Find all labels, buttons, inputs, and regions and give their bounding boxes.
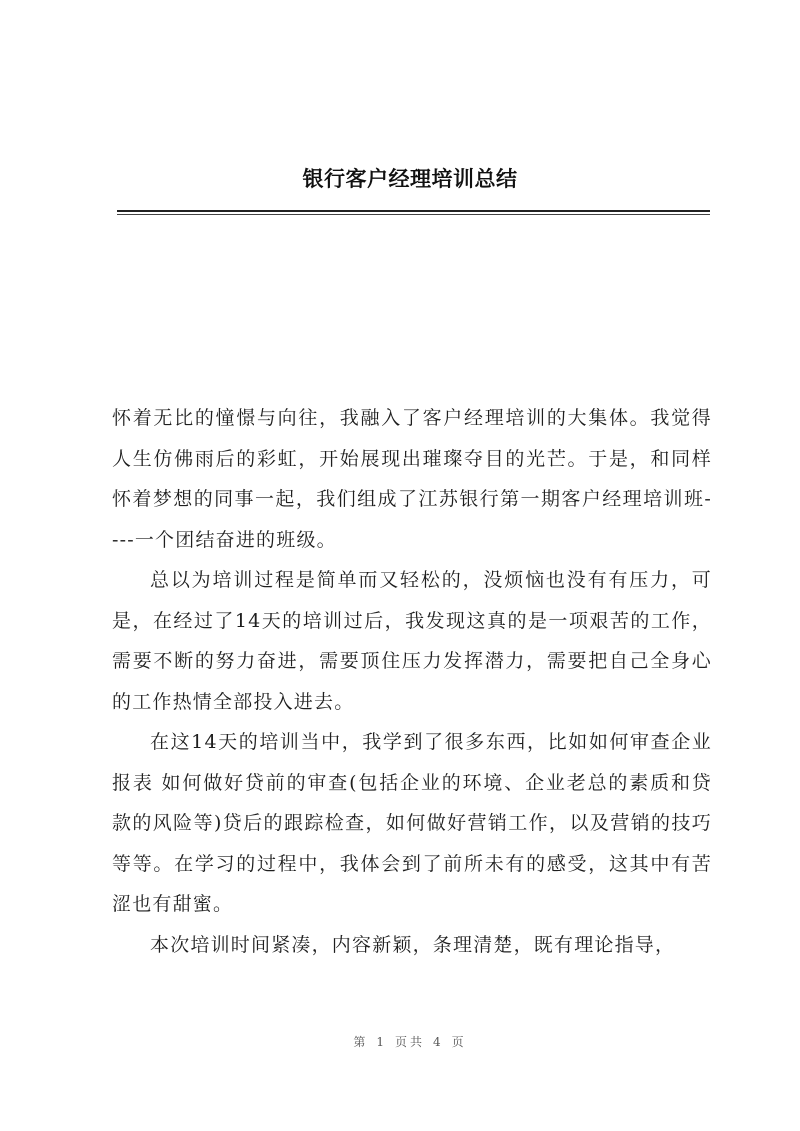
footer-middle: 页共 (394, 1035, 425, 1049)
paragraph-2: 总以为培训过程是简单而又轻松的，没烦恼也没有有压力，可是，在经过了14天的培训过后，我发现这真的是一项艰苦的工作，需要不断的努力奋进，需要顶住压力发挥潜力，需要把自己全身心的工作热情全部投入进去。 (112, 569, 712, 713)
paragraph-3: 在这14天的培训当中，我学到了很多东西，比如如何审查企业报表 如何做好贷前的审查(包括企业的环境、企业老总的素质和贷款的风险等)贷后的跟踪检查，如何做好营销工作，以及营销的技巧等等。在学习的过程中，我体会到了前所未有的感受，这其中有苦涩也有甜蜜。 (112, 731, 712, 915)
page-title: 银行客户经理培训总结 (302, 167, 518, 191)
footer-page-number: 1 (376, 1035, 387, 1049)
document-body (112, 398, 712, 965)
paragraph-4: 本次培训时间紧凑，内容新颖，条理清楚，既有理论指导， (150, 933, 676, 956)
footer-total-pages: 4 (433, 1035, 444, 1049)
footer-suffix: 页 (451, 1035, 467, 1049)
paragraph-1: 怀着无比的憧憬与向往，我融入了客户经理培训的大集体。我觉得人生仿佛雨后的彩虹，开始展现出璀璨夺目的光芒。于是，和同样怀着梦想的同事一起，我们组成了江苏银行第一期客户经理培训班----一个团结奋进的班级。 (112, 407, 712, 551)
title-underline-thick (117, 210, 710, 212)
page-footer (0, 1033, 800, 1050)
footer-prefix: 第 (353, 1035, 369, 1049)
title-underline-thin (117, 214, 710, 215)
